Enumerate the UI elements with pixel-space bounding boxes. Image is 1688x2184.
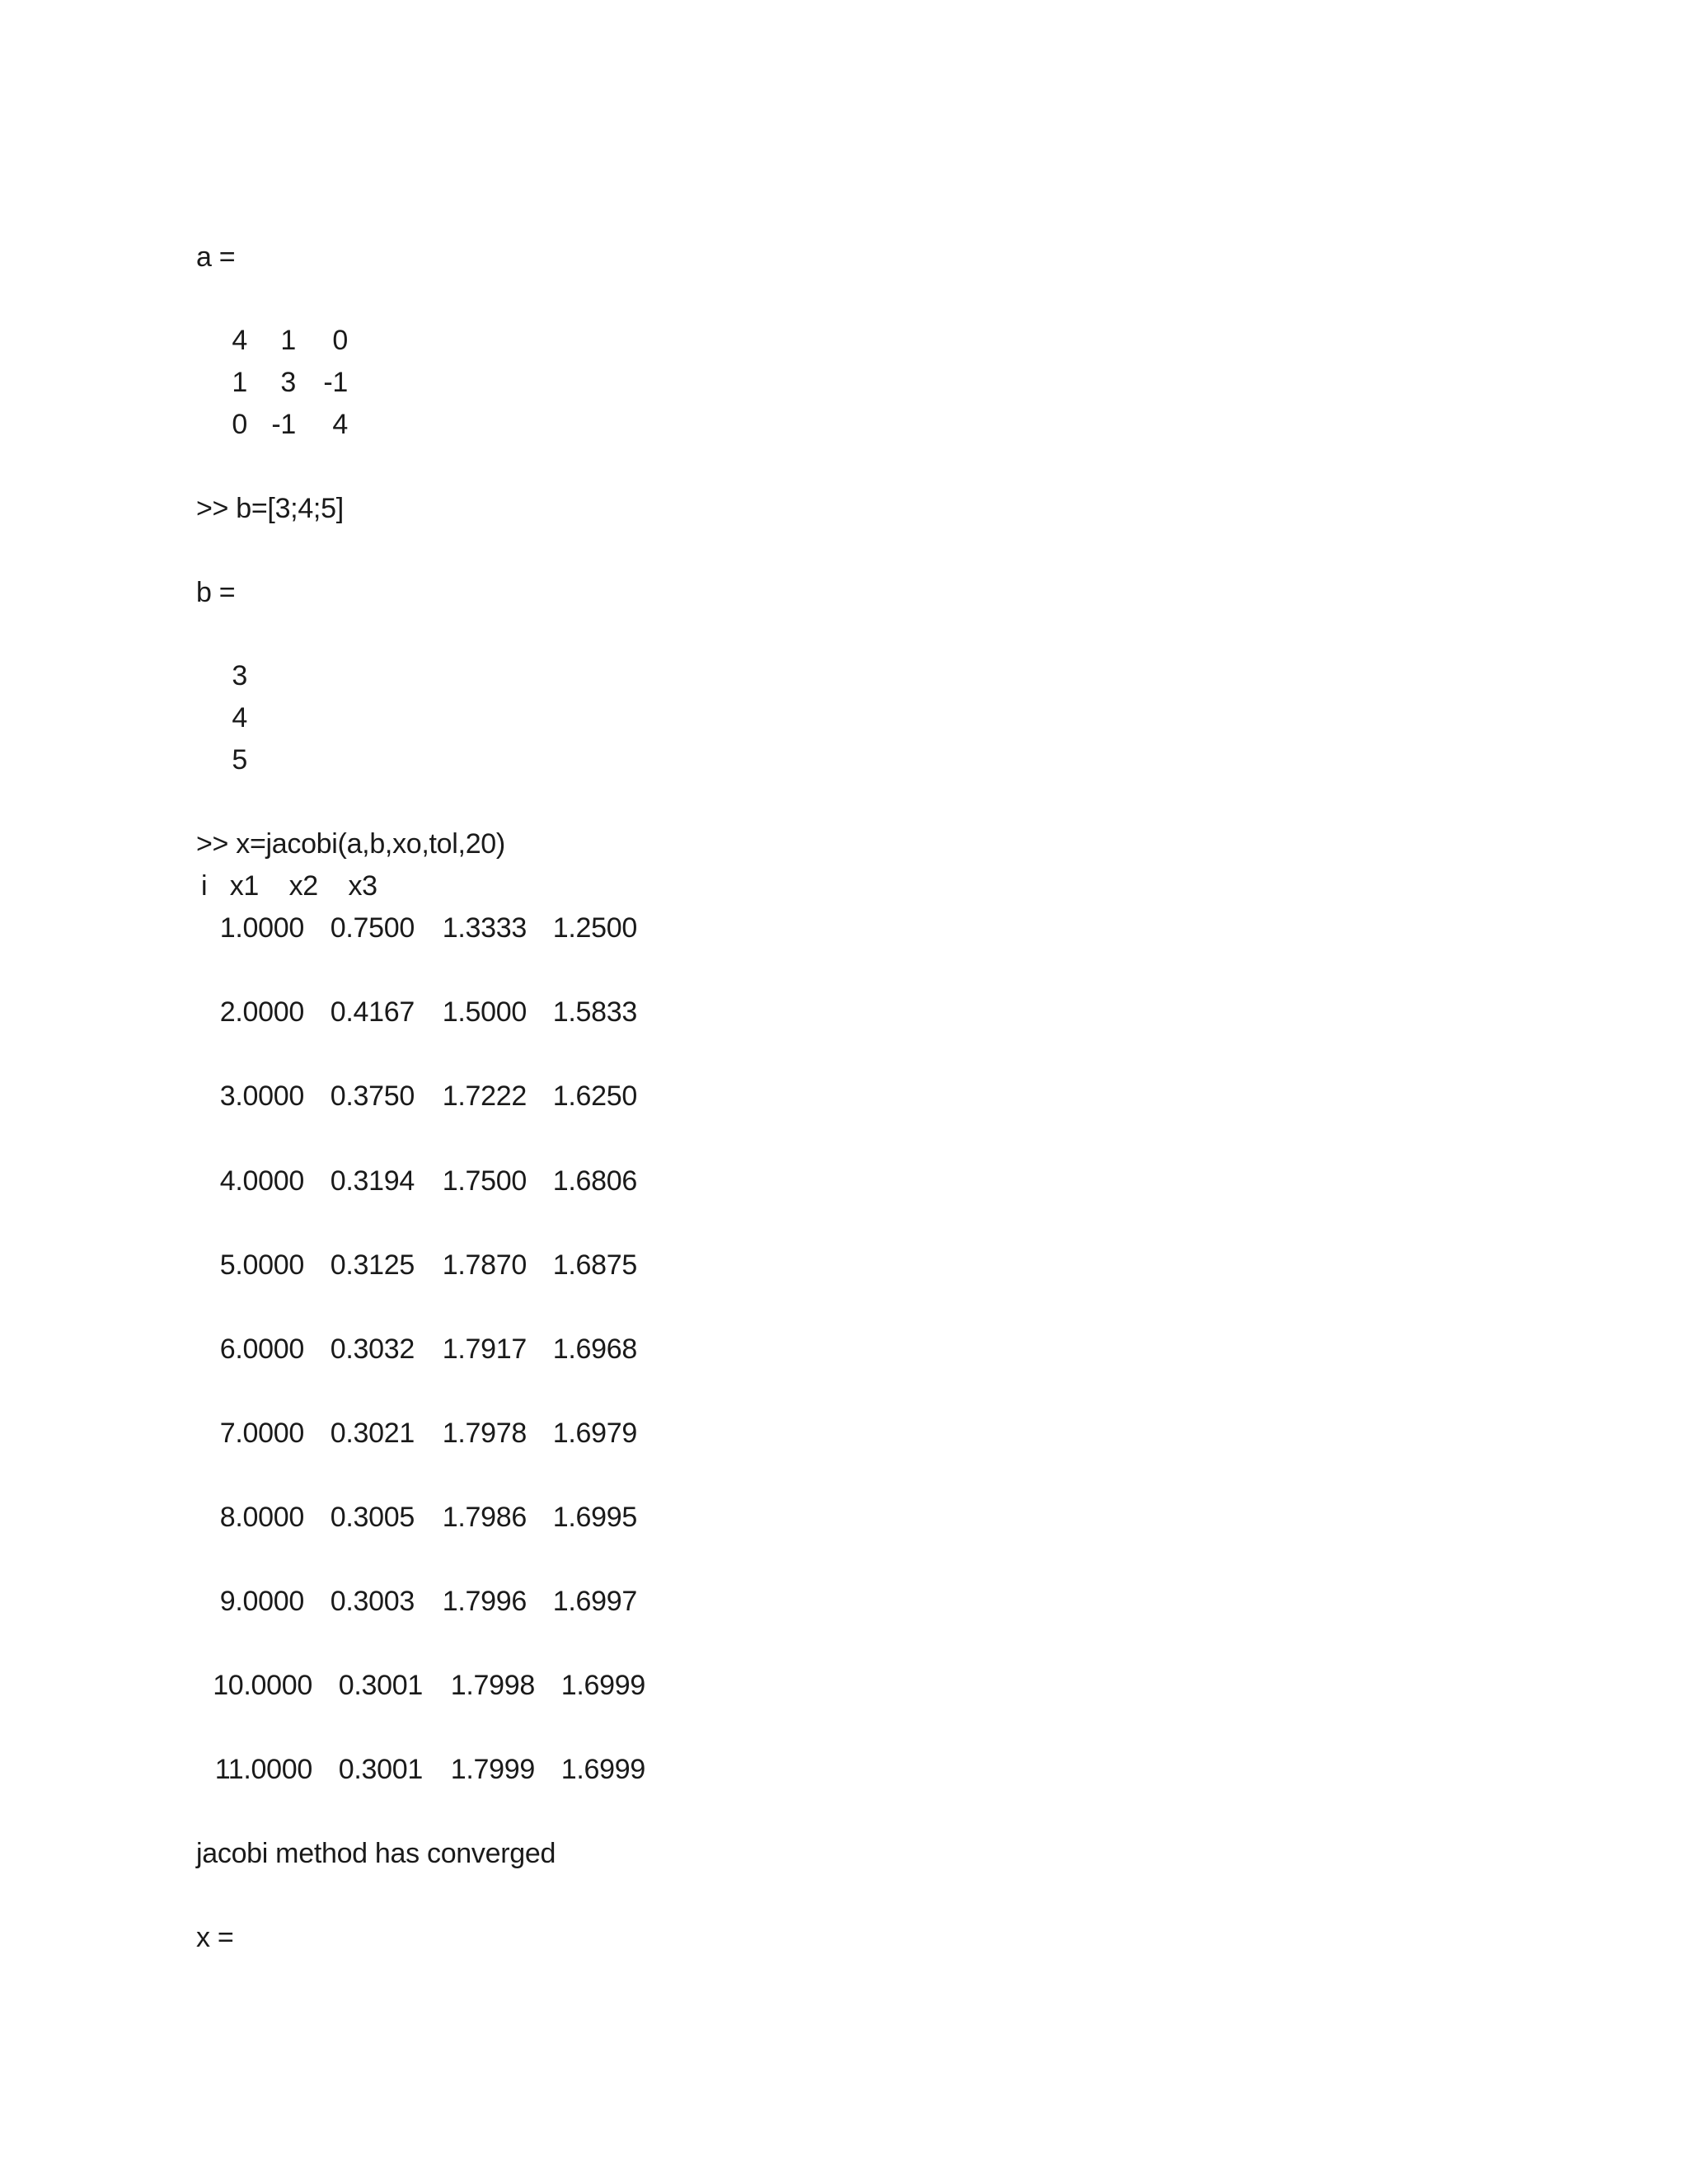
iteration-x3: 1.6250 (552, 1080, 637, 1112)
matrix-a-cell: 1 (232, 367, 247, 398)
matrix-a-cell: 1 (280, 325, 296, 356)
iteration-x3: 1.6999 (560, 1670, 645, 1701)
iteration-x2: 1.7999 (450, 1754, 535, 1785)
iteration-x1: 0.3750 (330, 1080, 415, 1112)
iteration-x3: 1.2500 (552, 912, 637, 944)
matrix-a-cell: 3 (280, 367, 296, 398)
iteration-x2: 1.7222 (442, 1080, 527, 1112)
iteration-index: 10.0000 (213, 1670, 312, 1701)
convergence-message: jacobi method has converged (196, 1838, 556, 1869)
matrix-a-cell: -1 (271, 409, 296, 440)
iteration-index: 9.0000 (219, 1586, 304, 1617)
vector-b-label: b = (196, 577, 236, 608)
iteration-x1: 0.3005 (330, 1502, 415, 1533)
command-define-b: >> b=[3;4;5] (196, 493, 344, 524)
result-x-label: x = (196, 1922, 234, 1953)
iteration-x2: 1.5000 (442, 996, 527, 1028)
iteration-index: 2.0000 (219, 996, 304, 1028)
vector-b-cell: 5 (232, 744, 247, 776)
matrix-a-cell: 0 (232, 409, 247, 440)
matrix-a-cell: 4 (232, 325, 247, 356)
iteration-index: 4.0000 (219, 1165, 304, 1197)
iteration-x2: 1.7978 (442, 1418, 527, 1449)
iteration-index: 3.0000 (219, 1080, 304, 1112)
iteration-index: 11.0000 (214, 1754, 312, 1785)
iteration-x3: 1.6997 (552, 1586, 637, 1617)
iteration-index: 8.0000 (219, 1502, 304, 1533)
iteration-x3: 1.6875 (552, 1249, 637, 1281)
iteration-index: 7.0000 (219, 1418, 304, 1449)
iteration-x1: 0.3194 (330, 1165, 415, 1197)
iteration-x1: 0.3003 (330, 1586, 415, 1617)
iteration-x2: 1.3333 (442, 912, 527, 944)
iteration-x2: 1.7870 (442, 1249, 527, 1281)
iteration-x3: 1.6979 (552, 1418, 637, 1449)
iteration-x3: 1.6806 (552, 1165, 637, 1197)
iteration-x1: 0.3032 (330, 1333, 415, 1365)
iteration-x2: 1.7996 (442, 1586, 527, 1617)
command-run-jacobi: >> x=jacobi(a,b,xo,tol,20) (196, 828, 505, 860)
matrix-a-label: a = (196, 241, 236, 273)
iteration-index: 6.0000 (219, 1333, 304, 1365)
vector-b-cell: 3 (232, 660, 247, 691)
iteration-x1: 0.3021 (330, 1418, 415, 1449)
iteration-index: 5.0000 (219, 1249, 304, 1281)
iteration-x1: 0.3125 (330, 1249, 415, 1281)
iteration-x3: 1.6999 (560, 1754, 645, 1785)
iteration-x2: 1.7500 (442, 1165, 527, 1197)
iteration-x2: 1.7998 (450, 1670, 535, 1701)
vector-b-cell: 4 (232, 702, 247, 733)
matrix-a-cell: 0 (332, 325, 348, 356)
iteration-x1: 0.3001 (338, 1754, 423, 1785)
iteration-x2: 1.7917 (442, 1333, 527, 1365)
iteration-x3: 1.6995 (552, 1502, 637, 1533)
iteration-index: 1.0000 (219, 912, 304, 944)
iteration-x3: 1.6968 (552, 1333, 637, 1365)
iteration-x2: 1.7986 (442, 1502, 527, 1533)
matrix-a-cell: 4 (332, 409, 348, 440)
iteration-x1: 0.7500 (330, 912, 415, 944)
iteration-x3: 1.5833 (552, 996, 637, 1028)
matrix-a-cell: -1 (323, 367, 348, 398)
iteration-x1: 0.3001 (338, 1670, 423, 1701)
iteration-table-header: i x1 x2 x3 (201, 870, 377, 902)
iteration-x1: 0.4167 (330, 996, 415, 1028)
